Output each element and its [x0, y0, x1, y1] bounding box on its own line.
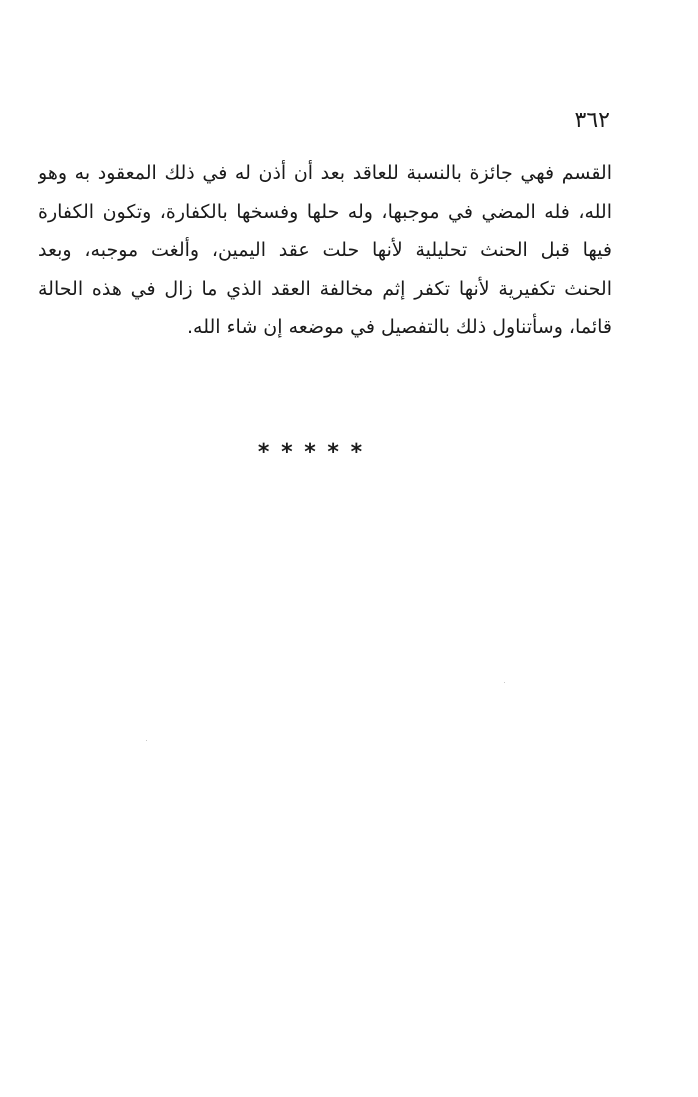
text-line-3: فيها قبل الحنث تحليلية لأنها حلت عقد اليمين، وألغت موجبه، وبعد — [38, 239, 612, 261]
scan-speck — [504, 682, 505, 683]
scan-speck — [146, 740, 147, 741]
text-line-5: قائما، وسأتناول ذلك بالتفصيل في موضعه إن شاء الله. — [187, 316, 612, 338]
text-line-1: القسم فهي جائزة بالنسبة للعاقد بعد أن أذن له في ذلك المعقود به وهو — [38, 162, 612, 184]
body-text — [38, 154, 612, 347]
text-line-4: الحنث تكفيرية لأنها تكفر إثم مخالفة العقد الذي ما زال في هذه الحالة — [38, 277, 612, 300]
section-separator: * * * * * — [257, 440, 365, 465]
text-line-2: الله، فله المضي في موجبها، وله حلها وفسخها بالكفارة، وتكون الكفارة — [38, 200, 612, 223]
page-number: ٣٦٢ — [574, 108, 610, 133]
